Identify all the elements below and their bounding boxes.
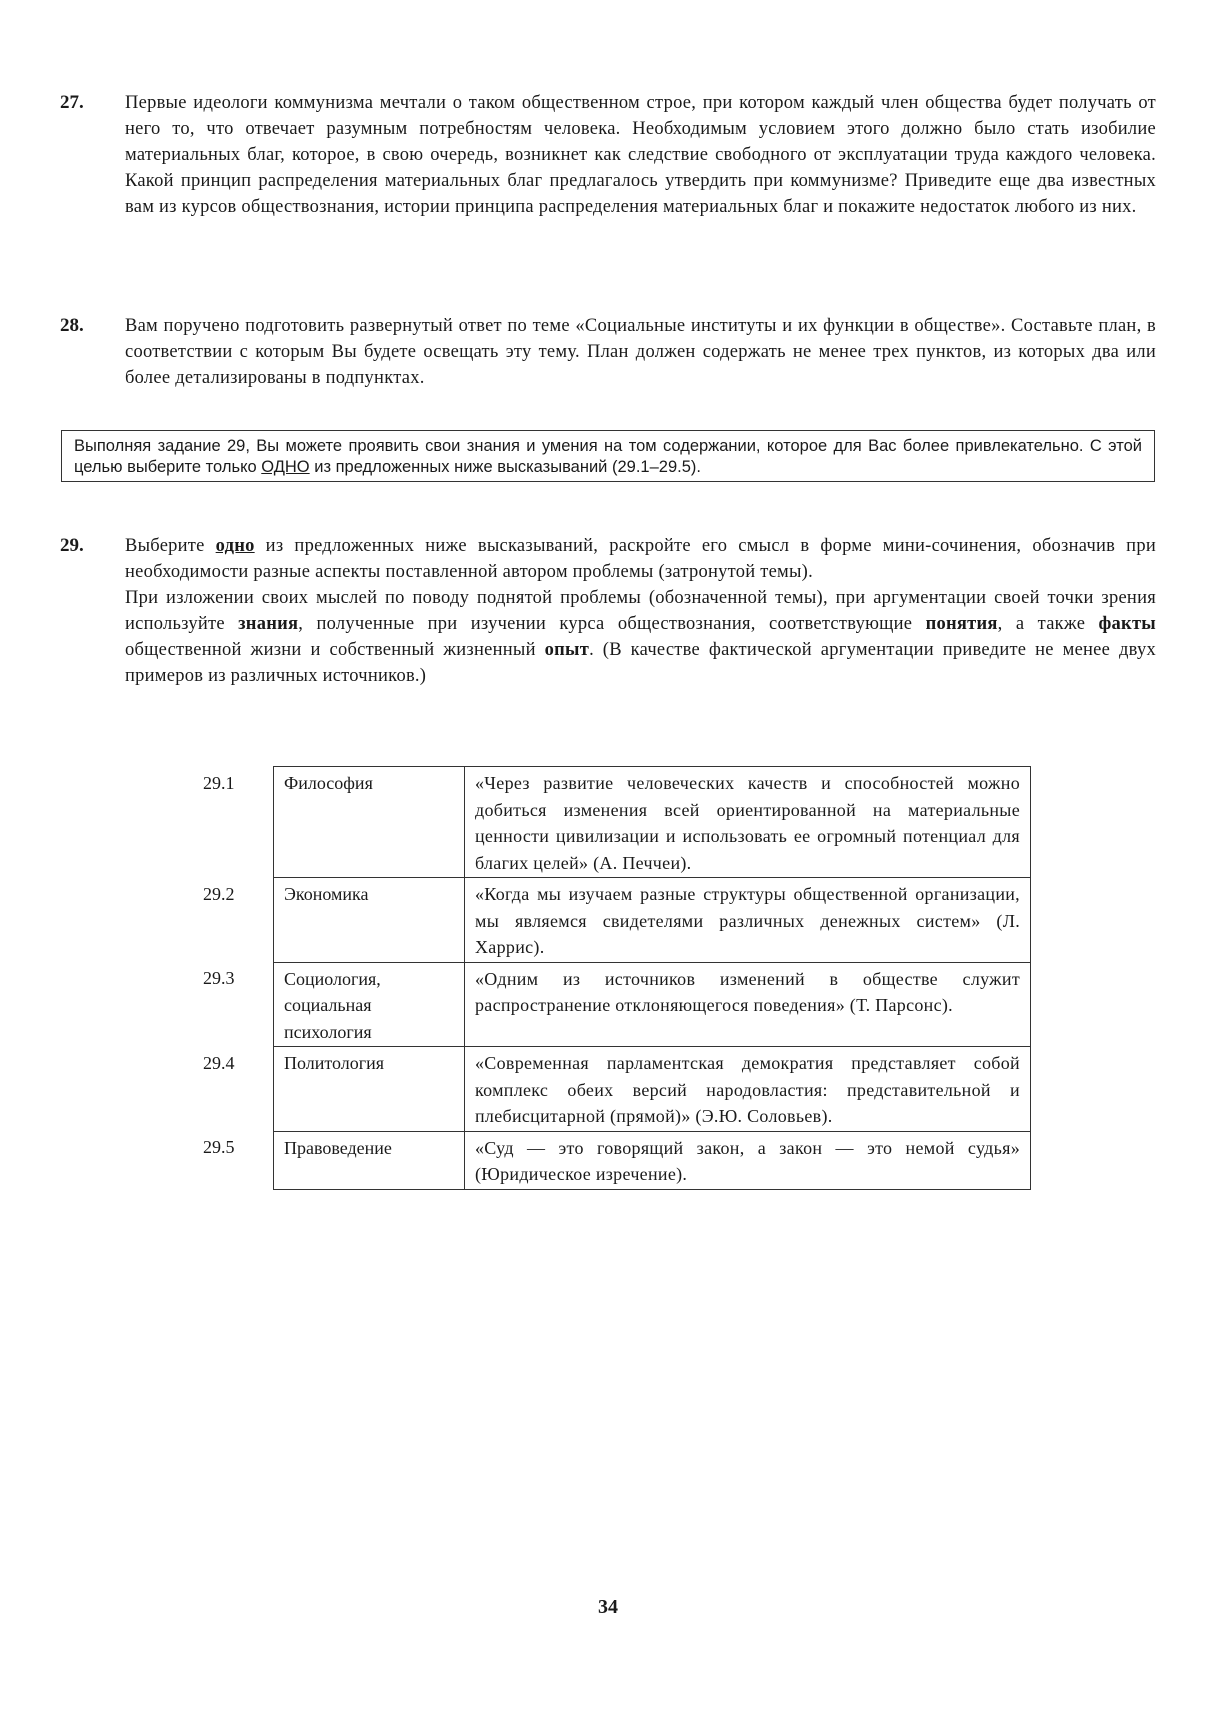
- task-28: [60, 313, 1156, 391]
- topic-number: 29.4: [203, 1052, 235, 1073]
- topic-quote: «Суд — это говорящий закон, а закон — это немой судья» (Юридическое изречение).: [465, 1131, 1031, 1189]
- table-row: [191, 1047, 1031, 1132]
- table-row: [191, 962, 1031, 1047]
- topic-number: 29.5: [203, 1137, 235, 1157]
- task-number: 28.: [60, 315, 84, 336]
- topic-number: 29.1: [203, 772, 235, 793]
- emphasis-concepts: понятия: [925, 614, 998, 634]
- topic-subject: Политология: [274, 1047, 465, 1132]
- task-paragraph-1: Выберите одно из предложенных ниже высказываний, раскройте его смысл в форме мини-сочинения, обозначив при необходимости разные аспекты поставленной автором проблемы (затронутой темы).: [125, 536, 1156, 582]
- topic-subject: Философия: [274, 767, 465, 878]
- topic-number: 29.3: [203, 968, 235, 988]
- instruction-emphasis: ОДНО: [261, 458, 310, 476]
- emphasis-knowledge: знания: [238, 614, 299, 634]
- task-number: 29.: [60, 535, 84, 556]
- topic-quote: «Современная парламентская демократия представляет собой комплекс обеих версий народовластия: представительной и плебисцитарной (прямой)» (Э.Ю. Соловьев).: [465, 1047, 1031, 1132]
- task-text: Первые идеологи коммунизма мечтали о таком общественном строе, при котором каждый член общества будет получать от него то, что отвечает разумным потребностям человека. Необходимым условием этого должно было стать изобилие материальных благ, которое, в свою очередь, возникнет как следствие свободного от эксплуатации труда каждого человека. Какой принцип распределения материальных благ предлагалось утвердить при коммунизме? Приведите еще два известных вам из курсов обществознания, истории принципа распределения материальных благ и покажите недостаток любого из них.: [125, 93, 1156, 217]
- emphasis-experience: опыт: [544, 640, 590, 660]
- page-number: 34: [598, 1596, 618, 1618]
- task-27: [60, 90, 1156, 220]
- task-number: 27.: [60, 92, 84, 113]
- instruction-text-end: из предложенных ниже высказываний (29.1–29.5).: [309, 458, 701, 476]
- topic-quote: «Через развитие человеческих качеств и способностей можно добиться изменения всей ориентированной на материальные ценности цивилизации и использовать ее огромный потенциал для благих целей» (А. Печчеи).: [465, 767, 1031, 878]
- task-text: [125, 533, 1156, 689]
- task-29: [60, 533, 1156, 689]
- topic-number: 29.2: [203, 883, 235, 904]
- topic-subject: Правоведение: [274, 1131, 465, 1189]
- emphasis-facts: факты: [1098, 614, 1156, 634]
- instruction-text: Выполняя задание 29, Вы можете проявить свои знания и умения на том содержании, которое для Вас более привлекательно. С этой целью выберите только: [74, 437, 1142, 476]
- task-text: Вам поручено подготовить развернутый ответ по теме «Социальные институты и их функции в обществе». Составьте план, в соответствии с которым Вы будете освещать эту тему. План должен содержать не менее трех пунктов, из которых два или более детализированы в подпунктах.: [125, 316, 1156, 388]
- task-paragraph-2: При изложении своих мыслей по поводу поднятой проблемы (обозначенной темы), при аргументации своей точки зрения используйте знания, полученные при изучении курса обществознания, соответствующие понятия, а также факты общественной жизни и собственный жизненный опыт. (В качестве фактической аргументации приведите не менее двух примеров из различных источников.): [125, 588, 1156, 686]
- topic-quote: «Когда мы изучаем разные структуры общественной организации, мы являемся свидетелями различных денежных систем» (Л. Харрис).: [465, 878, 1031, 963]
- topics-table: [191, 766, 1031, 1190]
- table-row: [191, 878, 1031, 963]
- topic-subject: Экономика: [274, 878, 465, 963]
- emphasis-one: одно: [215, 536, 255, 556]
- instruction-box: [61, 430, 1155, 482]
- table-row: [191, 767, 1031, 878]
- table-row: [191, 1131, 1031, 1189]
- topic-subject: Социология, социальная психология: [274, 962, 465, 1047]
- topic-quote: «Одним из источников изменений в обществе служит распространение отклоняющегося поведения» (Т. Парсонс).: [465, 962, 1031, 1047]
